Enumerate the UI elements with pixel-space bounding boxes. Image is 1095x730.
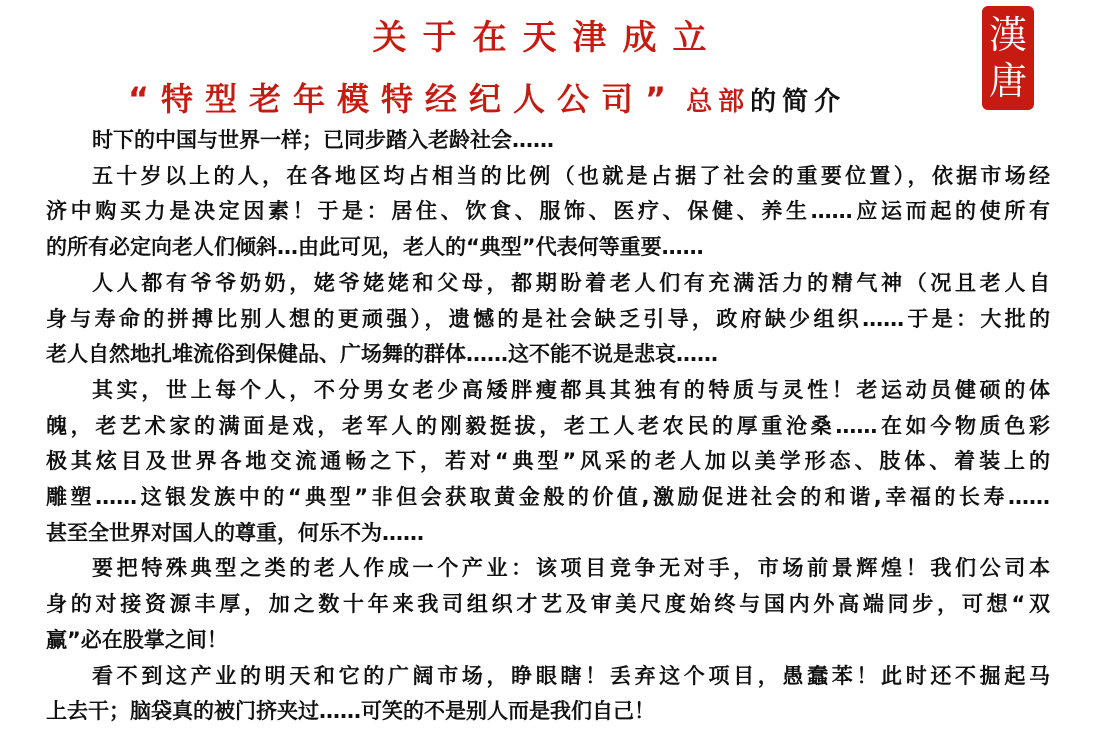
paragraph <box>46 659 1050 730</box>
paragraph-line: 人人都有爷爷奶奶，姥爷姥姥和父母，都期盼着老人们有充满活力的精气神（况且老人自 <box>92 270 1050 295</box>
paragraph-line: 时下的中国与世界一样；已同步踏入老龄社会…… <box>92 128 554 152</box>
paragraph-line: 身与寿命的拼搏比别人想的更顽强），遗憾的是社会缺乏引导，政府缺少组织……于是：大批的 <box>46 306 1050 331</box>
paragraph-line: 要把特殊典型之类的老人作成一个产业：该项目竞争无对手，市场前景辉煌！我们公司本 <box>92 556 1050 581</box>
seal-char-top: 漢 <box>988 13 1028 57</box>
paragraph-line: 上去干；脑袋真的被门挤夹过……可笑的不是别人而是我们自己！ <box>46 699 655 724</box>
paragraph-line: 魄，老艺术家的满面是戏，老军人的刚毅挺拔，老工人老农民的厚重沧桑……在如今物质色彩 <box>46 413 1050 438</box>
paragraph <box>46 159 1050 266</box>
title-line-1: 关于在天津成立 <box>372 18 723 58</box>
paragraph-line: 老人自然地扎堆流俗到保健品、广场舞的群体……这不能不说是悲哀…… <box>46 342 718 367</box>
seal-stamp-logo <box>982 6 1034 110</box>
title-headquarters: 总部 <box>686 87 751 117</box>
paragraph-line: 的所有必定向老人们倾斜…由此可见，老人的“典型”代表何等重要…… <box>46 235 704 260</box>
paragraph-line: 济中购买力是决定因素！于是：居住、饮食、服饰、医疗、保健、养生……应运而起的使所有 <box>46 199 1050 224</box>
title-line-2 <box>128 74 846 120</box>
seal-stamp-graphic <box>982 6 1034 110</box>
paragraph <box>46 373 1050 552</box>
paragraph <box>46 551 1050 658</box>
title-intro-suffix: 的简介 <box>750 87 847 117</box>
paragraph <box>46 266 1050 373</box>
paragraph-line: 其实，世上每个人，不分男女老少高矮胖瘦都具其独有的特质与灵性！老运动员健硕的体 <box>92 377 1050 402</box>
seal-char-bottom: 唐 <box>988 59 1028 103</box>
paragraph <box>46 123 1050 159</box>
paragraph-line: 五十岁以上的人，在各地区均占相当的比例（也就是占据了社会的重要位置），依据市场经 <box>92 163 1050 188</box>
paragraph-line: 极其炫目及世界各地交流通畅之下，若对“典型”风采的老人加以美学形态、肢体、着装上的 <box>46 449 1050 474</box>
paragraph-line: 雕塑……这银发族中的“典型”非但会获取黄金般的价值,激励促进社会的和谐,幸福的长寿…… <box>46 485 1050 510</box>
paragraph-line: 赢”必在股掌之间！ <box>46 627 228 652</box>
paragraph-line: 身的对接资源丰厚，加之数十年来我司组织才艺及审美尺度始终与国内外高端同步，可想“双 <box>46 592 1050 617</box>
title-company-name: “特型老年模特经纪人公司” <box>128 80 679 118</box>
paragraph-line: 甚至全世界对国人的尊重，何乐不为…… <box>46 520 424 545</box>
paragraph-line: 看不到这产业的明天和它的广阔市场，睁眼瞎！丢弃这个项目，愚蠢苯！此时还不掘起马 <box>92 663 1050 688</box>
article-body <box>46 123 1050 730</box>
